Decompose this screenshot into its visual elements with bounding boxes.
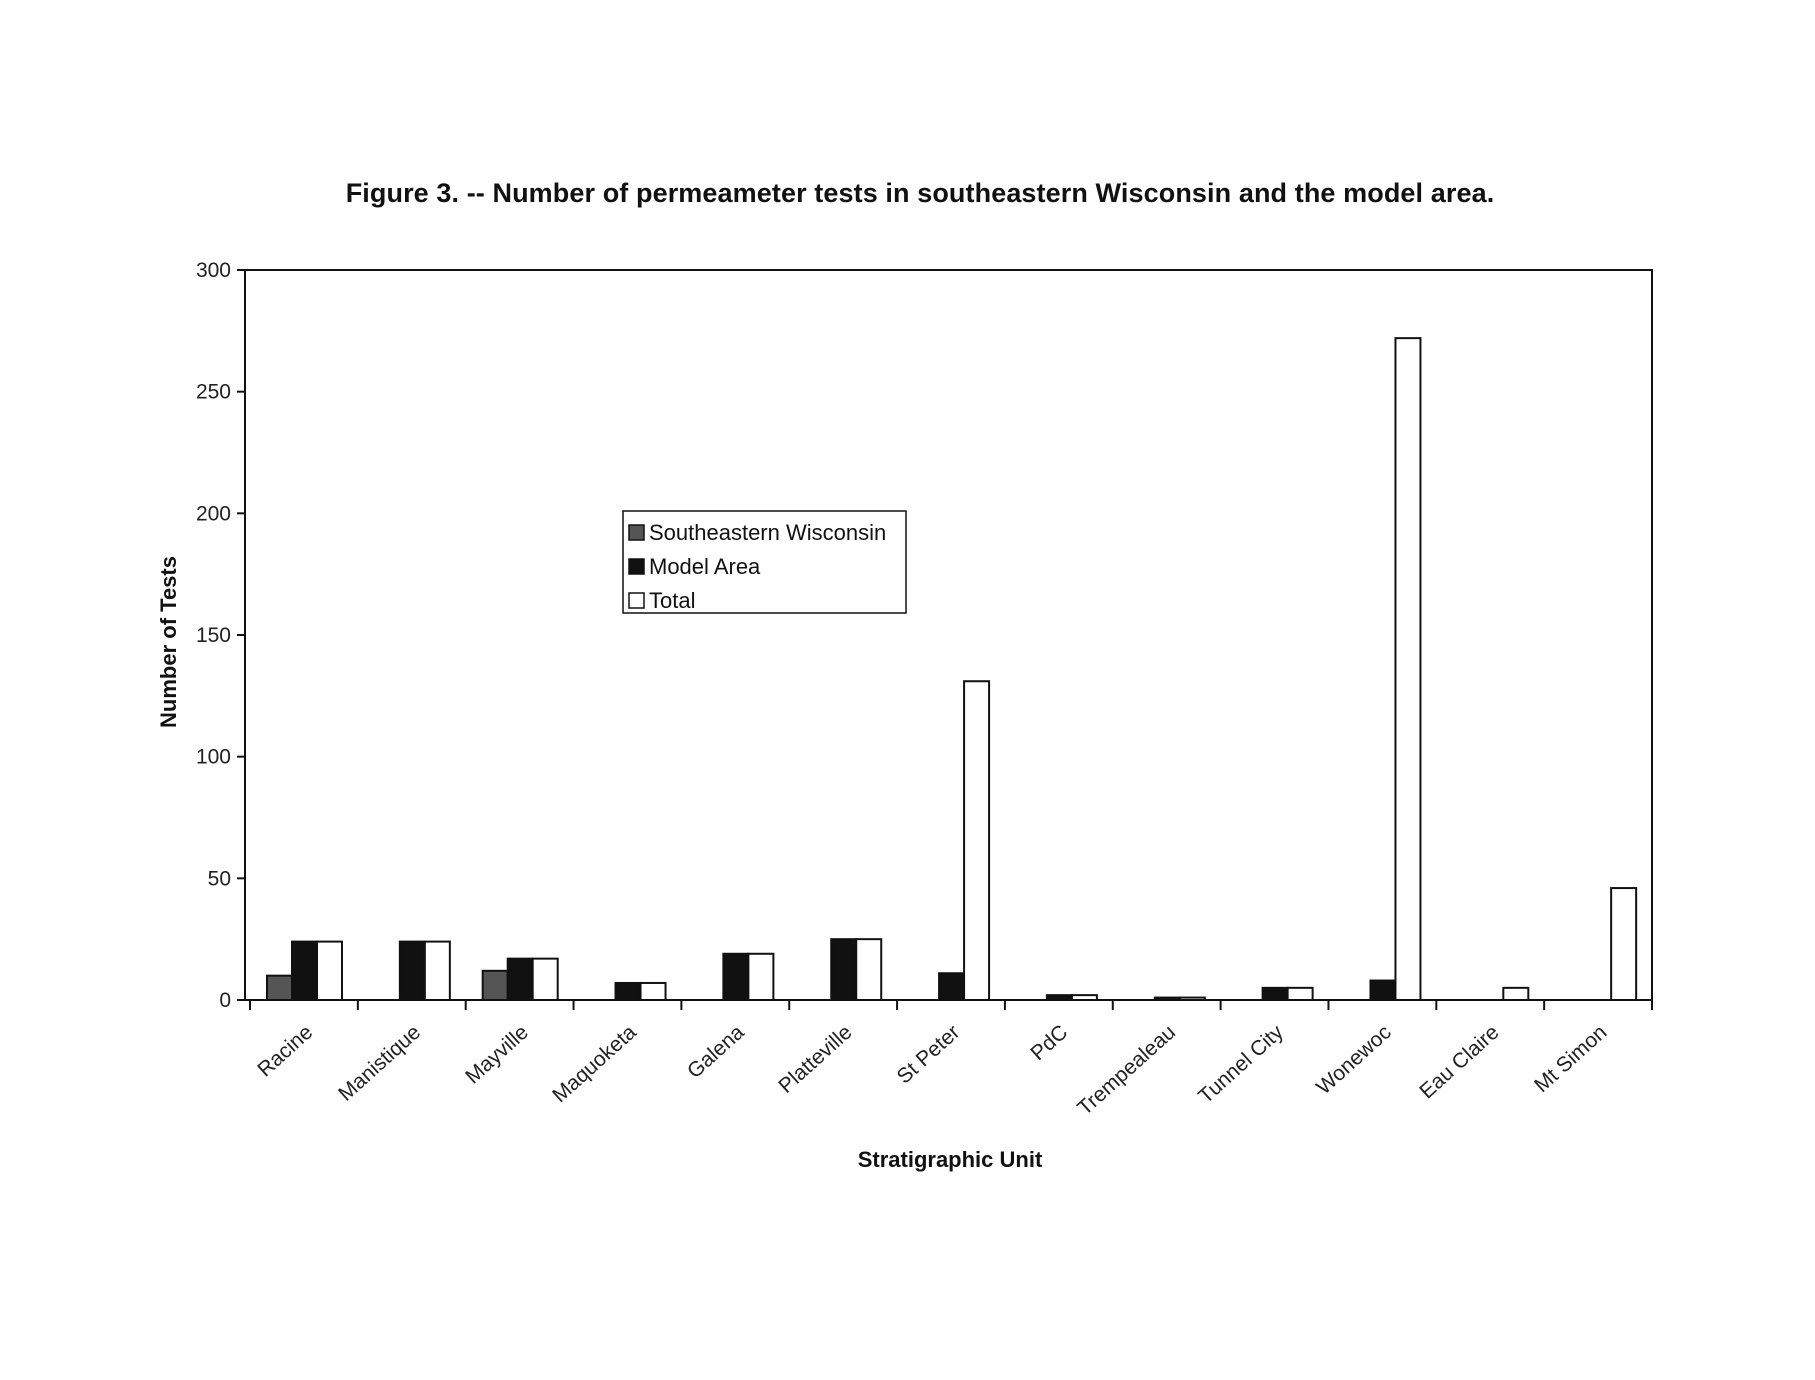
- y-tick-label: 200: [195, 502, 231, 526]
- bar-total: [1288, 988, 1313, 1000]
- legend: [623, 511, 906, 613]
- x-category-label: Platteville: [774, 1020, 857, 1098]
- x-axis-title: Stratigraphic Unit: [857, 1147, 1043, 1172]
- y-tick-label: 300: [195, 259, 231, 282]
- bar-model-area: [939, 973, 964, 1000]
- bar-total: [856, 939, 881, 1000]
- x-category-label: PdC: [1026, 1020, 1073, 1066]
- bar-model-area: [1155, 998, 1180, 1000]
- x-axis: [250, 1000, 1652, 1120]
- bar-southeastern-wisconsin: [483, 971, 508, 1000]
- bar-model-area: [508, 959, 533, 1000]
- bar-model-area: [831, 939, 856, 1000]
- plot-area-frame: [245, 270, 1652, 1000]
- x-category-label: St Peter: [892, 1020, 965, 1089]
- bar-southeastern-wisconsin: [267, 976, 292, 1000]
- y-tick-label: 0: [219, 989, 231, 1012]
- bar-total: [317, 942, 342, 1000]
- legend-swatch-model-area: [629, 559, 644, 574]
- x-category-label: Trempealeau: [1073, 1020, 1181, 1120]
- x-category-label: Tunnel City: [1194, 1020, 1288, 1109]
- legend-label-southeastern-wisconsin: Southeastern Wisconsin: [649, 520, 887, 545]
- legend-swatch-southeastern-wisconsin: [629, 525, 644, 540]
- legend-label-total: Total: [649, 588, 696, 613]
- y-axis-title: Number of Tests: [156, 556, 181, 728]
- y-tick-label: 100: [195, 745, 231, 769]
- bar-total: [1072, 995, 1097, 1000]
- bar-total: [1503, 988, 1528, 1000]
- legend-swatch-total: [629, 593, 644, 608]
- x-category-label: Mt Simon: [1530, 1020, 1612, 1098]
- x-category-label: Eau Claire: [1415, 1020, 1504, 1104]
- bar-model-area: [1370, 981, 1395, 1000]
- bar-series-group: [267, 338, 1636, 1000]
- y-tick-label: 50: [207, 867, 231, 891]
- y-tick-label: 250: [195, 380, 231, 404]
- bar-total: [533, 959, 558, 1000]
- bar-model-area: [616, 983, 641, 1000]
- bar-model-area: [1263, 988, 1288, 1000]
- bar-total: [641, 983, 666, 1000]
- bar-total: [1611, 888, 1636, 1000]
- bar-total: [1180, 998, 1205, 1000]
- y-tick-label: 150: [195, 624, 231, 647]
- x-category-label: Racine: [253, 1020, 318, 1082]
- x-category-label: Wonewoc: [1312, 1020, 1396, 1100]
- bar-total: [1395, 338, 1420, 1000]
- x-category-label: Galena: [682, 1020, 749, 1084]
- bar-model-area: [723, 954, 748, 1000]
- x-category-label: Manistique: [334, 1020, 426, 1106]
- y-axis: [196, 259, 245, 1012]
- bar-total: [748, 954, 773, 1000]
- bar-total: [964, 681, 989, 1000]
- bar-model-area: [1047, 995, 1072, 1000]
- x-category-label: Mayville: [461, 1020, 533, 1089]
- legend-label-model-area: Model Area: [649, 554, 761, 579]
- bar-model-area: [400, 942, 425, 1000]
- bar-total: [425, 942, 450, 1000]
- x-category-label: Maquoketa: [548, 1020, 641, 1108]
- figure-title: Figure 3. -- Number of permeameter tests in southeastern Wisconsin and the model area.: [345, 178, 1495, 208]
- bar-model-area: [292, 942, 317, 1000]
